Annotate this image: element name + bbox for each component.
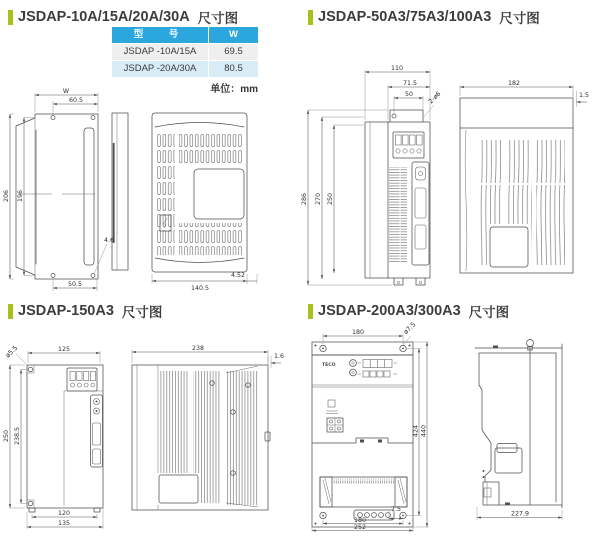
dim-label-o7-5: ø7.5	[402, 321, 418, 336]
title-suffix: 尺寸图	[197, 11, 239, 26]
dim-label-180-top: 180	[351, 329, 365, 336]
connector-strip	[412, 162, 429, 265]
col-header-model: 型 号	[112, 27, 209, 43]
dimensions-side	[460, 80, 589, 107]
cell-w: 69.5	[224, 46, 243, 57]
accent-bar	[8, 10, 13, 25]
drawing-50a3-100a3	[300, 55, 600, 300]
dim-label-238: 238	[191, 345, 205, 352]
dim-label-110: 110	[390, 65, 404, 72]
side-profile-view	[112, 113, 128, 270]
table-row	[112, 44, 258, 60]
cell-model: JSDAP -20A/30A	[112, 61, 209, 77]
dim-label-440: 440	[420, 424, 428, 438]
dim-label-250: 250	[3, 429, 10, 443]
dim-label-1-6: 1.6	[274, 353, 285, 360]
dimensions-front	[3, 345, 103, 529]
dim-label-125: 125	[57, 346, 71, 353]
mid-panel	[326, 400, 343, 432]
drawing-10a-30a	[0, 85, 300, 295]
title-suffix: 尺寸图	[121, 305, 163, 320]
dim-label-140-5: 140.5	[190, 285, 210, 292]
drawing-200a3-300a3	[300, 321, 600, 538]
title-text: JSDAP-200A3/300A3	[318, 303, 461, 319]
front-view	[365, 110, 430, 285]
dim-label-286: 286	[301, 192, 308, 206]
connector-strip	[91, 395, 103, 467]
dim-label-w: W	[62, 88, 70, 95]
keypad-display	[393, 132, 424, 158]
title-suffix: 尺寸图	[468, 305, 510, 320]
dim-label-238-5: 238.5	[14, 426, 21, 446]
dim-label-227-9: 227.9	[510, 510, 530, 518]
accent-bar	[8, 304, 13, 319]
brand-logo: TECO	[322, 363, 336, 368]
dim-label-250: 250	[327, 192, 334, 206]
col-header-w: W	[229, 29, 238, 40]
dim-label-252: 252	[353, 524, 367, 531]
section-title-10a-30a	[8, 7, 238, 27]
dimensions-side	[132, 345, 284, 368]
title-suffix: 尺寸图	[499, 11, 540, 26]
dim-label-71-5: 71.5	[402, 80, 418, 87]
dim-label-135: 135	[57, 520, 71, 527]
dim-label-o5-5: ø5.5	[4, 344, 20, 360]
model-width-table	[112, 27, 258, 78]
cell-w: 80.5	[224, 63, 243, 74]
table-header-row	[112, 27, 258, 43]
front-view	[27, 365, 103, 512]
dimensions-side	[477, 507, 562, 520]
dim-label-50: 50	[404, 91, 414, 98]
section-title-150a3	[8, 301, 162, 321]
rear-plate-view	[16, 114, 98, 279]
front-view	[312, 342, 413, 527]
side-view	[475, 340, 562, 509]
dim-label-4-52: 4.52	[230, 272, 245, 279]
accent-bar	[308, 10, 313, 25]
dim-label-180-bottom: 180	[353, 517, 367, 524]
accent-bar	[308, 304, 313, 319]
unit-label: 单位：mm	[210, 84, 258, 95]
title-text: JSDAP-50A3/75A3/100A3	[318, 9, 492, 25]
lower-bay	[320, 477, 407, 507]
title-text: JSDAP-150A3	[18, 303, 114, 319]
table-row	[112, 61, 258, 77]
section-title-50a3-100a3	[308, 7, 540, 27]
dim-label-50-5: 50.5	[67, 281, 83, 288]
title-text: JSDAP-10A/15A/20A/30A	[18, 9, 190, 25]
side-view	[132, 365, 270, 510]
keypad-display	[67, 368, 97, 391]
dim-label-196: 196	[17, 189, 24, 203]
front-view	[152, 113, 247, 272]
dim-label-2-o6: 2-ø6	[427, 90, 443, 106]
front-panel	[322, 360, 397, 378]
section-title-200a3-300a3	[308, 301, 509, 321]
dim-label-120: 120	[57, 510, 71, 517]
dim-label-4-6: 4.6	[104, 237, 115, 244]
dim-label-270: 270	[315, 192, 322, 206]
dim-label-206: 206	[3, 189, 10, 203]
dimensions-front	[301, 65, 442, 285]
drawing-150a3	[0, 335, 300, 538]
side-view	[460, 98, 573, 273]
cell-model: JSDAP -10A/15A	[112, 44, 209, 60]
dim-label-7-5: 7.5	[390, 506, 402, 513]
dim-label-60-5: 60.5	[68, 97, 84, 104]
dim-label-424: 424	[412, 424, 420, 438]
dim-label-1-5: 1.5	[579, 92, 590, 99]
dim-label-182: 182	[507, 80, 521, 87]
dimensions-front	[312, 321, 429, 532]
